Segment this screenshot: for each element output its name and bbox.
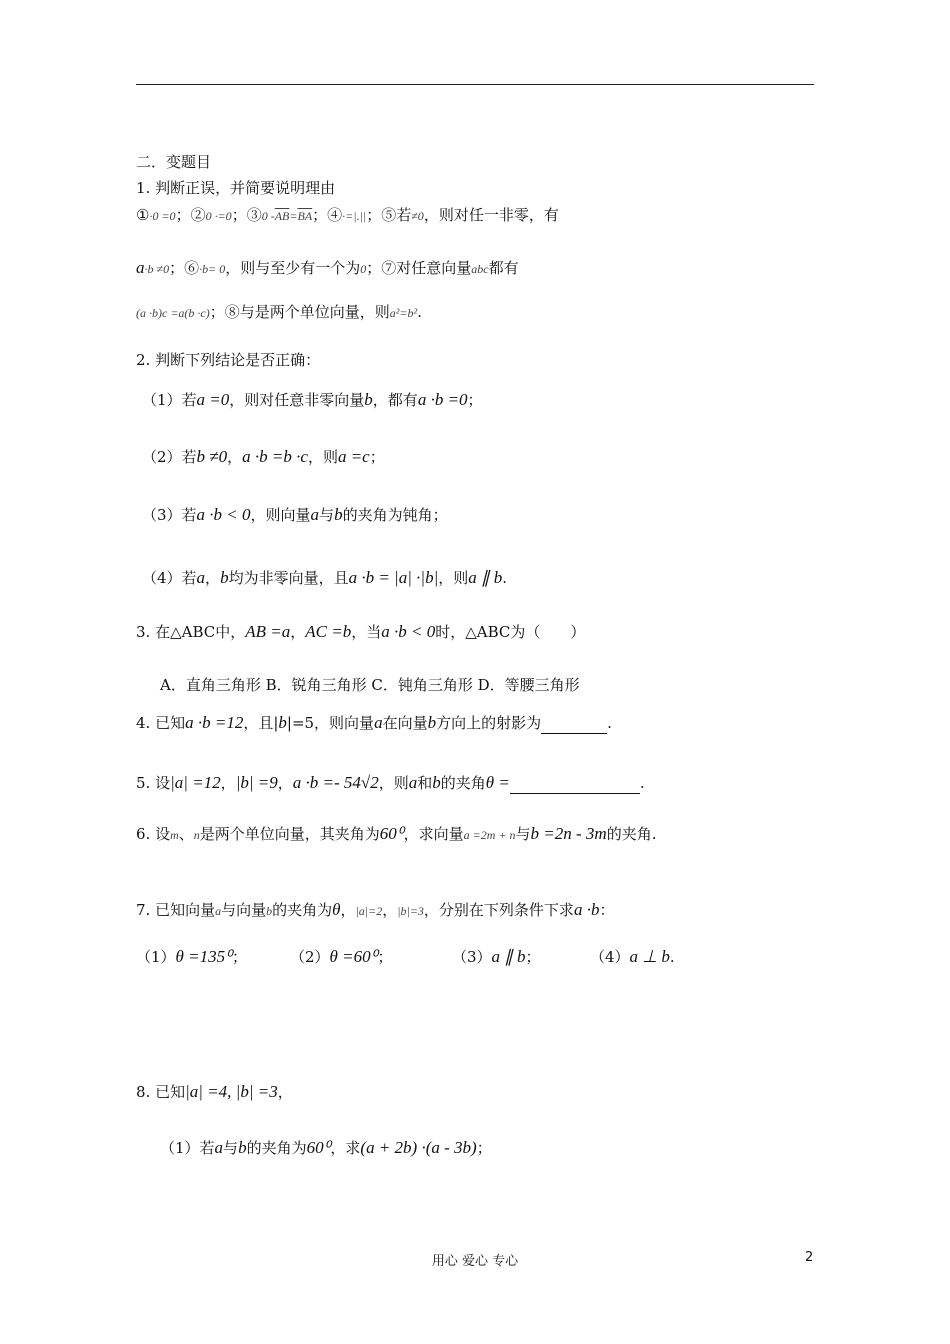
page-footer: 用心 爱心 专心 xyxy=(431,1254,519,1269)
header-rule xyxy=(136,84,814,85)
q2-item-1: （1）若a =0，则对任意非零向量b，都有a ·b =0； xyxy=(142,390,483,409)
q7-cond-3: （3）a ∥ b； xyxy=(452,947,541,966)
page-number: 2 xyxy=(805,1250,814,1265)
q1-row1: ①·0 =0；②0 ·=0；③0 $-\overline{AB}=\overline{BA}$；④·=|.||；⑤若≠0，则对任一非零，有 xyxy=(136,206,559,224)
q2-item-3: （3）若a ·b < 0，则向量a与b的夹角为钝角； xyxy=(142,505,448,524)
q8-stem: 8. 已知|a| =4, |b| =3， xyxy=(136,1082,293,1101)
q5-line: 5. 设|a| =12，|b| =9，a ·b =- 54√2，则a和b的夹角θ = . xyxy=(136,773,645,792)
q2-item-2: （2）若b ≠0，a ·b =b ·c，则a =c； xyxy=(142,447,385,466)
q4-line: 4. 已知a ·b =12，且|b|=5，则向量a在向量b方向上的射影为 . xyxy=(136,713,612,732)
q1-row2: a·b ≠0；⑥·b= 0，则与至少有一个为0；⑦对任意向量abc都有 xyxy=(136,258,519,277)
q7-cond-2: （2）θ =60⁰； xyxy=(290,947,393,966)
q1-stem: 1. 判断正误，并简要说明理由 xyxy=(136,179,336,197)
q4-answer-blank[interactable] xyxy=(541,713,607,734)
section-title: 二．变题目 xyxy=(136,153,212,171)
q7-cond-1: （1）θ =135⁰； xyxy=(136,947,247,966)
q2-item-4: （4）若a，b均为非零向量，且a ·b = |a| ·|b|，则a ∥ b. xyxy=(142,568,508,587)
q2-stem: 2. 判断下列结论是否正确： xyxy=(136,351,321,369)
q6-line: 6. 设m、n是两个单位向量，其夹角为60⁰，求向量a =2m + n与b =2n - 3m的夹角. xyxy=(136,824,657,843)
q5-answer-blank[interactable] xyxy=(510,773,640,794)
q7-stem: 7. 已知向量a与向量b的夹角为θ，|a|=2，|b|=3，分别在下列条件下求a ·b： xyxy=(136,900,615,919)
q3-options: A．直角三角形 B．锐角三角形 C．钝角三角形 D．等腰三角形 xyxy=(160,676,580,694)
q1-row3: (a ·b)c =a(b ·c)；⑧与是两个单位向量，则a²=b². xyxy=(136,303,422,321)
q7-cond-4: （4）a ⊥ b. xyxy=(590,947,675,966)
q8-sub-1: （1）若a与b的夹角为60⁰，求(a + 2b) ·(a - 3b)； xyxy=(160,1138,492,1157)
q3-stem: 3. 在△ABC中，AB =a，AC =b，当a ·b < 0时，△ABC为（ ） xyxy=(136,622,586,641)
